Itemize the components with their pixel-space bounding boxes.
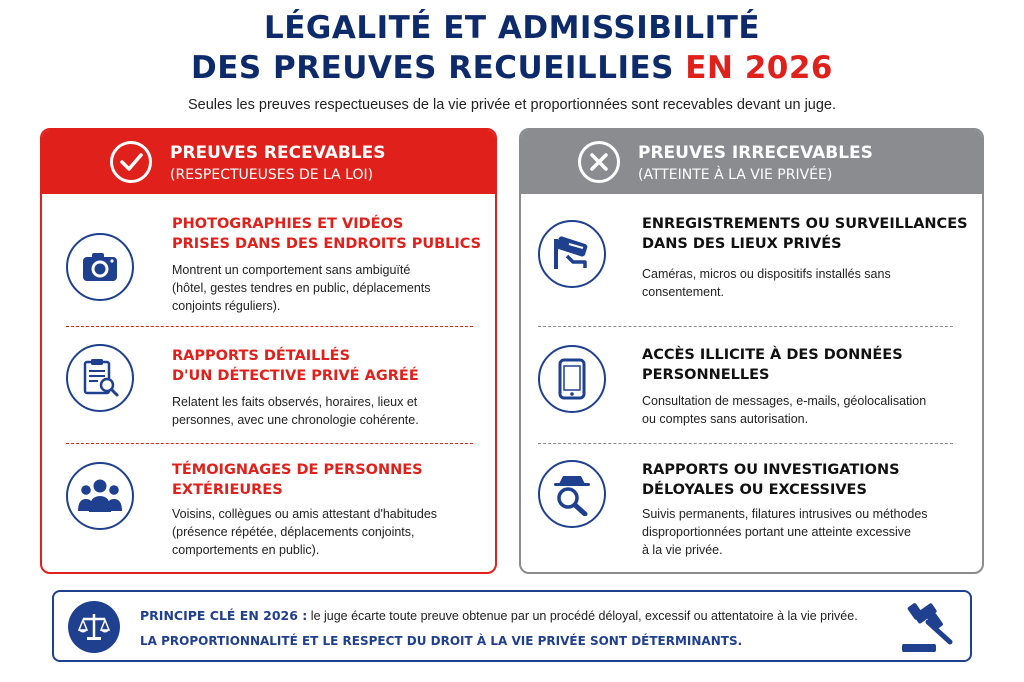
item-desc-line: consentement. — [642, 285, 724, 299]
admissible-panel-header — [42, 130, 495, 194]
item-divider — [66, 443, 473, 444]
item-desc-line: disproportionnées portant une atteinte excessive — [642, 525, 911, 539]
item-divider — [538, 443, 953, 444]
item-desc-line: Caméras, micros ou dispositifs installés sans — [642, 267, 891, 281]
item-desc-line: personnes, avec une chronologie cohérente. — [172, 413, 419, 427]
admissible-item-testimonies-text — [172, 460, 437, 559]
key-principle-line — [140, 608, 858, 623]
item-title-line: RAPPORTS OU INVESTIGATIONS — [642, 462, 900, 478]
item-title-line: PHOTOGRAPHIES ET VIDÉOS — [172, 216, 404, 232]
inadmissible-evidence-panel — [519, 128, 984, 574]
item-desc-line: Relatent les faits observés, horaires, lieux et — [172, 395, 418, 409]
item-desc-line: Consultation de messages, e-mails, géolocalisation — [642, 394, 927, 408]
item-description — [642, 265, 968, 301]
item-description — [172, 261, 481, 315]
inadmissible-item-excessive-text — [642, 460, 928, 559]
title-year-accent: EN 2026 — [685, 50, 833, 86]
item-description — [642, 392, 926, 428]
item-desc-line: conjoints réguliers). — [172, 299, 281, 313]
key-principle-banner — [52, 590, 972, 662]
item-desc-line: (hôtel, gestes tendres en public, déplacements — [172, 281, 431, 295]
camera-icon — [66, 233, 134, 301]
inadmissible-panel-subtitle: (ATTEINTE À LA VIE PRIVÉE) — [638, 167, 833, 183]
smartphone-icon — [538, 345, 606, 413]
key-principle-label: PRINCIPE CLÉ EN 2026 : — [140, 608, 308, 623]
report-magnifier-icon — [66, 344, 134, 412]
inadmissible-panel-header — [521, 130, 982, 194]
item-title-line: ENREGISTREMENTS OU SURVEILLANCES — [642, 216, 968, 232]
item-title — [642, 214, 968, 254]
item-title — [172, 460, 437, 500]
item-title-line: ACCÈS ILLICITE À DES DONNÉES — [642, 347, 903, 363]
item-description — [642, 505, 928, 559]
admissible-item-photos-text — [172, 214, 481, 315]
admissible-panel-title: PREUVES RECEVABLES — [170, 143, 386, 163]
item-divider — [66, 326, 473, 327]
item-desc-line: ou comptes sans autorisation. — [642, 412, 809, 426]
item-title-line: EXTÉRIEURES — [172, 482, 283, 498]
title-line-2 — [0, 48, 1024, 88]
item-description — [172, 393, 419, 429]
item-title-line: TÉMOIGNAGES DE PERSONNES — [172, 462, 423, 478]
title-line-1: LÉGALITÉ ET ADMISSIBILITÉ — [263, 10, 761, 46]
item-title-line: PERSONNELLES — [642, 367, 770, 383]
item-title — [172, 214, 481, 254]
admissible-evidence-panel — [40, 128, 497, 574]
spy-magnifier-icon — [538, 460, 606, 528]
item-title-line: DÉLOYALES OU EXCESSIVES — [642, 482, 867, 498]
inadmissible-panel-heading — [638, 143, 873, 185]
inadmissible-panel-title: PREUVES IRRECEVABLES — [638, 143, 873, 163]
item-desc-line: comportements en public). — [172, 543, 320, 557]
title-line-2-main: DES PREUVES RECUEILLIES — [191, 50, 686, 86]
item-description — [172, 505, 437, 559]
item-title-line: D'UN DÉTECTIVE PRIVÉ AGRÉÉ — [172, 368, 419, 384]
item-title — [642, 345, 926, 385]
admissible-panel-heading — [170, 143, 386, 185]
scales-icon — [68, 601, 120, 653]
item-title-line: RAPPORTS DÉTAILLÉS — [172, 348, 351, 364]
key-principle-text: le juge écarte toute preuve obtenue par un procédé déloyal, excessif ou attentatoire à la vie privée. — [307, 609, 858, 623]
item-desc-line: à la vie privée. — [642, 543, 723, 557]
key-principle-emphasis: LA PROPORTIONNALITÉ ET LE RESPECT DU DROIT À LA VIE PRIVÉE SONT DÉTERMINANTS. — [140, 634, 743, 648]
admissible-panel-subtitle: (RESPECTUEUSES DE LA LOI) — [170, 167, 374, 183]
item-desc-line: (présence répétée, déplacements conjoints, — [172, 525, 415, 539]
item-title — [172, 346, 419, 386]
admissible-item-detective-text — [172, 346, 419, 429]
page-subtitle: Seules les preuves respectueuses de la vie privée et proportionnées sont recevables devant un juge. — [187, 97, 837, 113]
item-title-line: PRISES DANS DES ENDROITS PUBLICS — [172, 236, 482, 252]
item-title — [642, 460, 928, 500]
check-circle-icon — [110, 141, 152, 183]
inadmissible-item-surveillance-text — [642, 214, 968, 301]
people-group-icon — [66, 462, 134, 530]
item-desc-line: Voisins, collègues ou amis attestant d'habitudes — [172, 507, 438, 521]
item-divider — [538, 326, 953, 327]
item-desc-line: Montrent un comportement sans ambiguïté — [172, 263, 411, 277]
inadmissible-item-data-text — [642, 345, 926, 428]
x-circle-icon — [578, 141, 620, 183]
page-title — [0, 8, 1024, 88]
item-title-line: DANS DES LIEUX PRIVÉS — [642, 236, 842, 252]
security-camera-icon — [538, 220, 606, 288]
gavel-icon — [900, 602, 956, 654]
item-desc-line: Suivis permanents, filatures intrusives ou méthodes — [642, 507, 928, 521]
